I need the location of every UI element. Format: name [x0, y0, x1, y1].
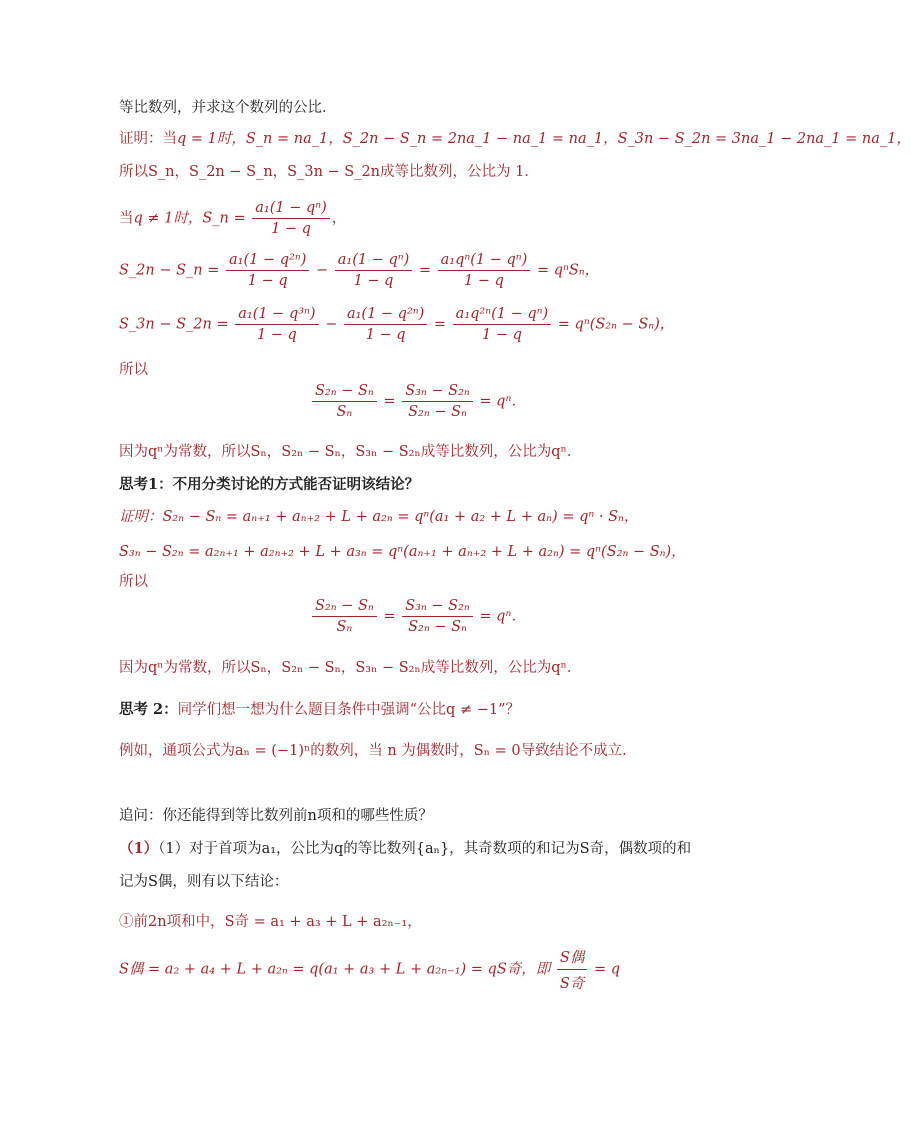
- property-1: [119, 837, 691, 858]
- text-line: 所以: [119, 362, 148, 378]
- fraction: [402, 598, 473, 635]
- numerator: S₂ₙ − Sₙ: [312, 598, 377, 617]
- numerator: S₃ₙ − S₂ₙ: [402, 383, 473, 402]
- denominator: 1 − q: [365, 327, 406, 343]
- fraction: [344, 306, 427, 343]
- equation-rhs: = qⁿ(S₂ₙ − Sₙ)，: [557, 316, 675, 333]
- property-text: （1）对于首项为a₁，公比为q的等比数列{aₙ}，其奇数项的和记为S奇，偶数项的和: [158, 841, 692, 857]
- equation-rhs: = qⁿ．: [479, 393, 526, 410]
- numerator: a₁qⁿ(1 − qⁿ): [438, 252, 531, 271]
- numerator: S₂ₙ − Sₙ: [312, 383, 377, 402]
- numerator: a₁(1 − qⁿ): [335, 252, 413, 271]
- think-2-line: [119, 698, 520, 719]
- numerator: S偶: [557, 946, 587, 970]
- proof-line-q-equals-1: [119, 127, 911, 148]
- fraction: [335, 252, 413, 289]
- equation-rhs: = qⁿSₙ，: [536, 262, 600, 279]
- case-prefix: 当: [119, 210, 134, 227]
- denominator: 1 − q: [247, 273, 288, 289]
- denominator: 1 − q: [353, 273, 394, 289]
- text-line: 等比数列，并求这个数列的公比．: [119, 100, 337, 116]
- numerator: a₁q²ⁿ(1 − qⁿ): [453, 306, 552, 325]
- text-line: 所以: [119, 574, 148, 590]
- equation-rhs: = q: [593, 961, 620, 978]
- math-expression: q ≠ 1时，S_n =: [133, 210, 251, 227]
- conclusion-line: 因为qⁿ为常数，所以Sₙ，S₂ₙ − Sₙ，S₃ₙ − S₂ₙ成等比数列，公比为qⁿ．: [119, 444, 582, 460]
- think-2-text: 同学们想一想为什么题目条件中强调“公比q ≠ −1”？: [177, 702, 520, 718]
- fraction: [557, 946, 587, 993]
- equation-s3n-minus-s2n: S_3n − S_2n = $\frac{\text{a₁(1 − q³ⁿ)}}{1 - q}$ − $\frac{\text{a₁(1 − q²ⁿ)}}{1 - q}$ = $\frac{\text{a₁q²ⁿ(1 − qⁿ)}}{1 - q}$ = qⁿ(S₂ₙ − Sₙ)，: [119, 306, 675, 343]
- conclusion-line: 所以S_n，S_2n − S_n，S_3n − S_2n成等比数列，公比为 1．: [119, 164, 539, 180]
- numerator: a₁(1 − q²ⁿ): [226, 252, 309, 271]
- fraction: [453, 306, 552, 343]
- equation-s2n-minus-sn: S_2n − S_n = $\frac{\text{a₁(1 − q²ⁿ)}}{1 - q}$ − $\frac{\text{a₁(1 − qⁿ)}}{1 - q}$ = $\frac{\text{a₁qⁿ(1 − qⁿ)}}{1 - q}$ = qⁿSₙ，: [119, 252, 600, 289]
- proof-line: 证明：S₂ₙ − Sₙ = aₙ₊₁ + aₙ₊₂ + L + a₂ₙ = qⁿ(a₁ + a₂ + L + aₙ) = qⁿ · Sₙ，: [119, 509, 639, 525]
- equation-rhs: = qⁿ．: [479, 608, 526, 625]
- property-1-continued: 记为S偶，则有以下结论：: [119, 874, 289, 890]
- conclusion-1: ①前2n项和中，S奇 = a₁ + a₃ + L + a₂ₙ₋₁，: [119, 914, 422, 930]
- denominator: 1 − q: [271, 221, 311, 237]
- case-q-not-1: 当q ≠ 1时，S_n = $\frac{\text{a₁(1 − qⁿ)}}{1 - q}$ ，: [119, 200, 347, 237]
- fraction: [312, 383, 377, 420]
- fraction: [438, 252, 531, 289]
- denominator: 1 − q: [464, 273, 504, 289]
- numerator: a₁(1 − qⁿ): [252, 200, 330, 219]
- denominator: 1 − q: [256, 327, 297, 343]
- fraction: [252, 200, 330, 237]
- proof-line: S₃ₙ − S₂ₙ = a₂ₙ₊₁ + a₂ₙ₊₂ + L + a₃ₙ = qⁿ(aₙ₊₁ + aₙ₊₂ + L + a₂ₙ) = qⁿ(S₂ₙ − Sₙ)，: [119, 544, 686, 560]
- denominator: 1 − q: [481, 327, 522, 343]
- conclusion-1-even-sum: [119, 946, 620, 993]
- denominator: S₂ₙ − Sₙ: [408, 404, 467, 420]
- think-2-label: 思考 2：: [119, 701, 178, 718]
- numerator: a₁(1 − q³ⁿ): [235, 306, 318, 325]
- equation-lhs: S_2n − S_n =: [119, 262, 225, 279]
- denominator: S₂ₙ − Sₙ: [408, 619, 467, 635]
- example-line: 例如，通项公式为aₙ = (−1)ⁿ的数列，当 n 为偶数时，Sₙ = 0导致结论不成立.: [119, 743, 627, 759]
- think-1-heading: 思考1：不用分类讨论的方式能否证明该结论？: [119, 476, 420, 493]
- numerator: S₃ₙ − S₂ₙ: [402, 598, 473, 617]
- fraction: [312, 598, 377, 635]
- math-expression: q = 1时，S_n = na_1，S_2n − S_n = 2na_1 − na_1 = na_1，S_3n − S_2n = 3na_1 − 2na_1 = na_1，: [177, 131, 911, 147]
- ratio-equation: $\frac{\text{S₂ₙ − Sₙ}}{\text{Sₙ}}$ = $\frac{\text{S₃ₙ − S₂ₙ}}{\text{S₂ₙ − Sₙ}}$ = qⁿ．: [310, 598, 526, 635]
- denominator: S奇: [559, 976, 585, 992]
- denominator: Sₙ: [336, 404, 353, 420]
- proof-prefix: 证明：当: [119, 131, 177, 147]
- equation-lhs: S_3n − S_2n =: [119, 316, 234, 333]
- conclusion-line: 因为qⁿ为常数，所以Sₙ，S₂ₙ − Sₙ，S₃ₙ − S₂ₙ成等比数列，公比为qⁿ．: [119, 660, 582, 676]
- property-number: （1）: [119, 840, 159, 857]
- equation-text: S偶 = a₂ + a₄ + L + a₂ₙ = q(a₁ + a₃ + L + a₂ₙ₋₁) = qS奇，即: [119, 961, 551, 978]
- follow-up-question: 追问：你还能得到等比数列前n项和的哪些性质？: [119, 808, 433, 824]
- fraction: [226, 252, 309, 289]
- ratio-equation: $\frac{\text{S₂ₙ − Sₙ}}{\text{Sₙ}}$ = $\frac{\text{S₃ₙ − S₂ₙ}}{\text{S₂ₙ − Sₙ}}$ = qⁿ．: [310, 383, 526, 420]
- fraction: [402, 383, 473, 420]
- denominator: Sₙ: [336, 619, 353, 635]
- numerator: a₁(1 − q²ⁿ): [344, 306, 427, 325]
- fraction: [235, 306, 318, 343]
